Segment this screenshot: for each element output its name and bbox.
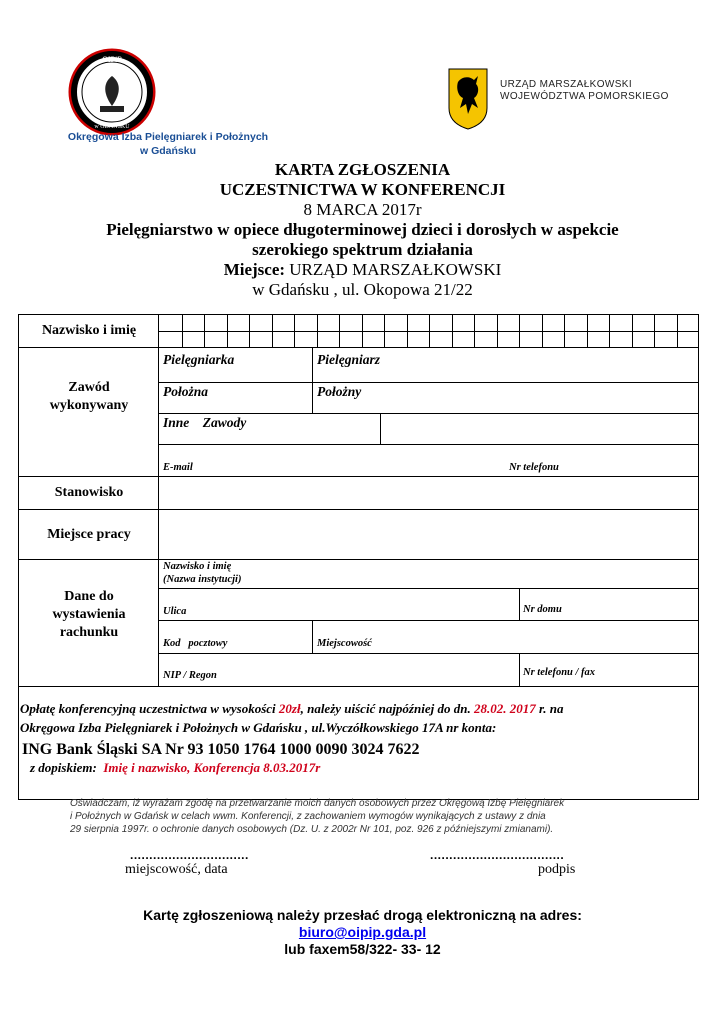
- office-name: URZĄD MARSZAŁKOWSKI WOJEWÓDZTWA POMORSKIEGO: [500, 79, 669, 102]
- invoice-label: Dane do wystawienia rachunku: [52, 589, 126, 640]
- signature-dots: ...................................: [430, 848, 565, 862]
- inv-house-label[interactable]: Nr domu: [523, 604, 562, 615]
- email-label[interactable]: E-mail: [163, 462, 193, 473]
- name-label: Nazwisko i imię: [41, 323, 137, 338]
- opt-midwife-f[interactable]: Położna: [163, 384, 209, 399]
- address-line: w Gdańsku , ul. Okopowa 21/22: [252, 280, 473, 299]
- position-label: Stanowisko: [54, 485, 124, 500]
- inv-phone-fax-label[interactable]: Nr telefonu / fax: [523, 667, 596, 678]
- oipip-logo: [68, 48, 156, 136]
- title-line1: KARTA ZGŁOSZENIA: [274, 160, 451, 179]
- conference-date: 8 MARCA 2017r: [303, 200, 422, 219]
- opt-other[interactable]: Inne Zawody: [163, 415, 247, 430]
- phone-label[interactable]: Nr telefonu: [509, 462, 559, 473]
- topic-line2: szerokiego spektrum działania: [252, 240, 473, 259]
- inv-institution-label[interactable]: (Nazwa instytucji): [163, 574, 242, 585]
- topic-line1: Pielęgniarstwo w opiece długoterminowej dzieci i dorosłych w aspekcie: [106, 220, 619, 239]
- inv-nip-label[interactable]: NIP / Regon: [163, 670, 217, 681]
- footer-email-link[interactable]: biuro@oipip.gda.pl: [298, 924, 427, 940]
- workplace-label: Miejsce pracy: [47, 527, 131, 542]
- name-grid-midline: [159, 331, 699, 332]
- profession-label: Zawód wykonywany: [49, 380, 129, 413]
- svg-text:w GDAŃSKU: w GDAŃSKU: [94, 124, 130, 130]
- place-date-dots: ...............................: [130, 848, 249, 862]
- svg-text:OIPiP: OIPiP: [102, 55, 122, 64]
- inv-name-label[interactable]: Nazwisko i imię: [163, 561, 232, 572]
- place-date-label: miejscowość, data: [125, 862, 228, 877]
- inv-street-label[interactable]: Ulica: [163, 606, 187, 617]
- opt-nurse-m[interactable]: Pielęgniarz: [317, 352, 380, 367]
- signature-label: podpis: [538, 862, 576, 877]
- payment-note: z dopiskiem: Imię i nazwisko, Konferencja 8.03.2017r: [30, 760, 321, 775]
- payment-line1: Opłatę konferencyjną uczestnictwa w wysokości 20zł, należy uiścić najpóźniej do dn. 28.02. 2017 r. na: [20, 701, 564, 716]
- inv-city-label[interactable]: Miejscowość: [317, 638, 372, 649]
- payment-line2: Okręgowa Izba Pielęgniarek i Położnych w Gdańsku , ul.Wyczółkowskiego 17A nr konta:: [20, 720, 497, 735]
- place-line: Miejsce: URZĄD MARSZAŁKOWSKI: [223, 260, 502, 279]
- footer-fax: lub faxem58/322- 33- 12: [284, 941, 441, 957]
- title-line2: UCZESTNICTWA W KONFERENCJI: [219, 180, 506, 199]
- title-block: [0, 160, 725, 300]
- org-name: Okręgowa Izba Pielęgniarek i Położnych w Gdańsku: [67, 131, 269, 157]
- consent-text: Oświadczam, iż wyrażam zgodę na przetwarzanie moich danych osobowych przez Okręgową Izbę Pielęgniarek i Położnych w Gdańsk w celach wwm. Konferencji, z zachowaniem wymogów wynikających z ustawy z dnia 29 sierpnia 1997r. o ochronie danych osobowych (Dz. U. z 2002r Nr 101, poz. 926 z późniejszymi zmianami).: [70, 798, 565, 835]
- pomorskie-coat-of-arms-icon: [448, 68, 488, 130]
- footer-instruction: Kartę zgłoszeniową należy przesłać drogą elektroniczną na adres:: [143, 907, 582, 923]
- opt-midwife-m[interactable]: Położny: [317, 384, 362, 399]
- opt-nurse-f[interactable]: Pielęgniarka: [163, 352, 235, 367]
- registration-form: [18, 314, 699, 687]
- inv-postcode-label[interactable]: Kod pocztowy: [163, 638, 228, 649]
- bank-account: ING Bank Śląski SA Nr 93 1050 1764 1000 0090 3024 7622: [22, 741, 420, 758]
